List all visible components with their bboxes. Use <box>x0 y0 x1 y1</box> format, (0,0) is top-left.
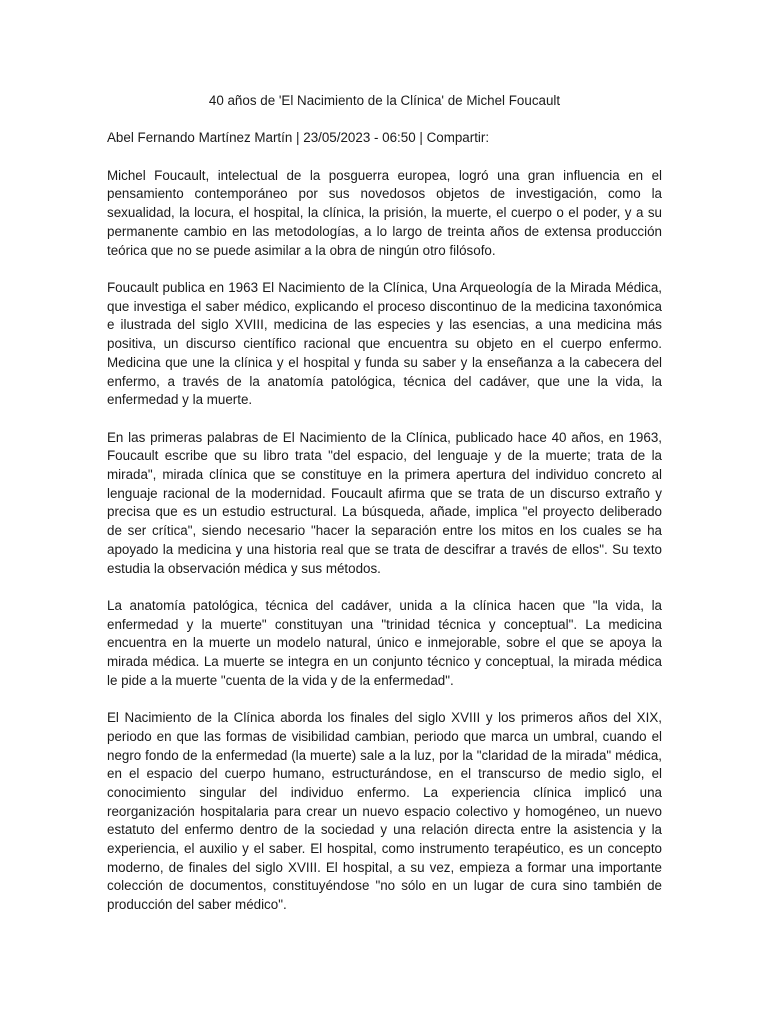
paragraph-4: La anatomía patológica, técnica del cadáver, unida a la clínica hacen que "la vida, la enfermedad y la muerte" constituyan una "trinidad técnica y conceptual". La medicina encuentra en la muerte un modelo natural, único e inmejorable, sobre el que se apoya la mirada médica. La muerte se integra en un conjunto técnico y conceptual, la mirada médica le pide a la muerte "cuenta de la vida y de la enfermedad". <box>107 597 662 688</box>
paragraph-3: En las primeras palabras de El Nacimiento de la Clínica, publicado hace 40 años, en 1963, Foucault escribe que su libro trata "del espacio, del lenguaje y de la muerte; trata de la mirada", mirada clínica que se constituye en la primera apertura del individuo concreto al lenguaje racional de la modernidad. Foucault afirma que se trata de un discurso extraño y precisa que es un estudio estructural. La búsqueda, añade, implica "el proyecto deliberado de ser crítica", siendo necesario "hacer la separación entre los mitos en los cuales se ha apoyado la medicina y una historia real que se trata de descifrar a través de ellos". Su texto estudia la observación médica y sus métodos. <box>107 429 662 576</box>
document-page <box>107 92 662 915</box>
paragraph-2: Foucault publica en 1963 El Nacimiento de la Clínica, Una Arqueología de la Mirada Médica, que investiga el saber médico, explicando el proceso discontinuo de la medicina taxonómica e ilustrada del siglo XVIII, medicina de las especies y las esencias, a una medicina más positiva, un discurso científico racional que encuentra su objeto en el cuerpo enfermo. Medicina que une la clínica y el hospital y funda su saber y la enseñanza a la cabecera del enfermo, a través de la anatomía patológica, técnica del cadáver, que une la vida, la enfermedad y la muerte. <box>107 279 662 408</box>
author-byline: Abel Fernando Martínez Martín | 23/05/2023 - 06:50 | Compartir: <box>107 130 490 146</box>
document-title: 40 años de 'El Nacimiento de la Clínica' de Michel Foucault <box>208 93 561 108</box>
paragraph-1: Michel Foucault, intelectual de la posguerra europea, logró una gran influencia en el pensamiento contemporáneo por sus novedosos objetos de investigación, como la sexualidad, la locura, el hospital, la clínica, la prisión, la muerte, el cuerpo o el poder, y a su permanente cambio en las metodologías, a lo largo de treinta años de extensa producción teórica que no se puede asimilar a la obra de ningún otro filósofo. <box>107 167 662 258</box>
paragraph-5: El Nacimiento de la Clínica aborda los finales del siglo XVIII y los primeros años del XIX, periodo en que las formas de visibilidad cambian, periodo que marca un umbral, cuando el negro fondo de la enfermedad (la muerte) sale a la luz, por la "claridad de la mirada" médica, en el espacio del cuerpo humano, estructurándose, en el transcurso de medio siglo, el conocimiento singular del individuo enfermo. La experiencia clínica implicó una reorganización hospitalaria para crear un nuevo espacio colectivo y homogéneo, un nuevo estatuto del enfermo dentro de la sociedad y una relación directa entre la asistencia y la experiencia, el auxilio y el saber. El hospital, como instrumento terapéutico, es un concepto moderno, de finales del siglo XVIII. El hospital, a su vez, empieza a formar una importante colección de documentos, constituyéndose "no sólo en un lugar de cura sino también de producción del saber médico". <box>107 710 662 913</box>
